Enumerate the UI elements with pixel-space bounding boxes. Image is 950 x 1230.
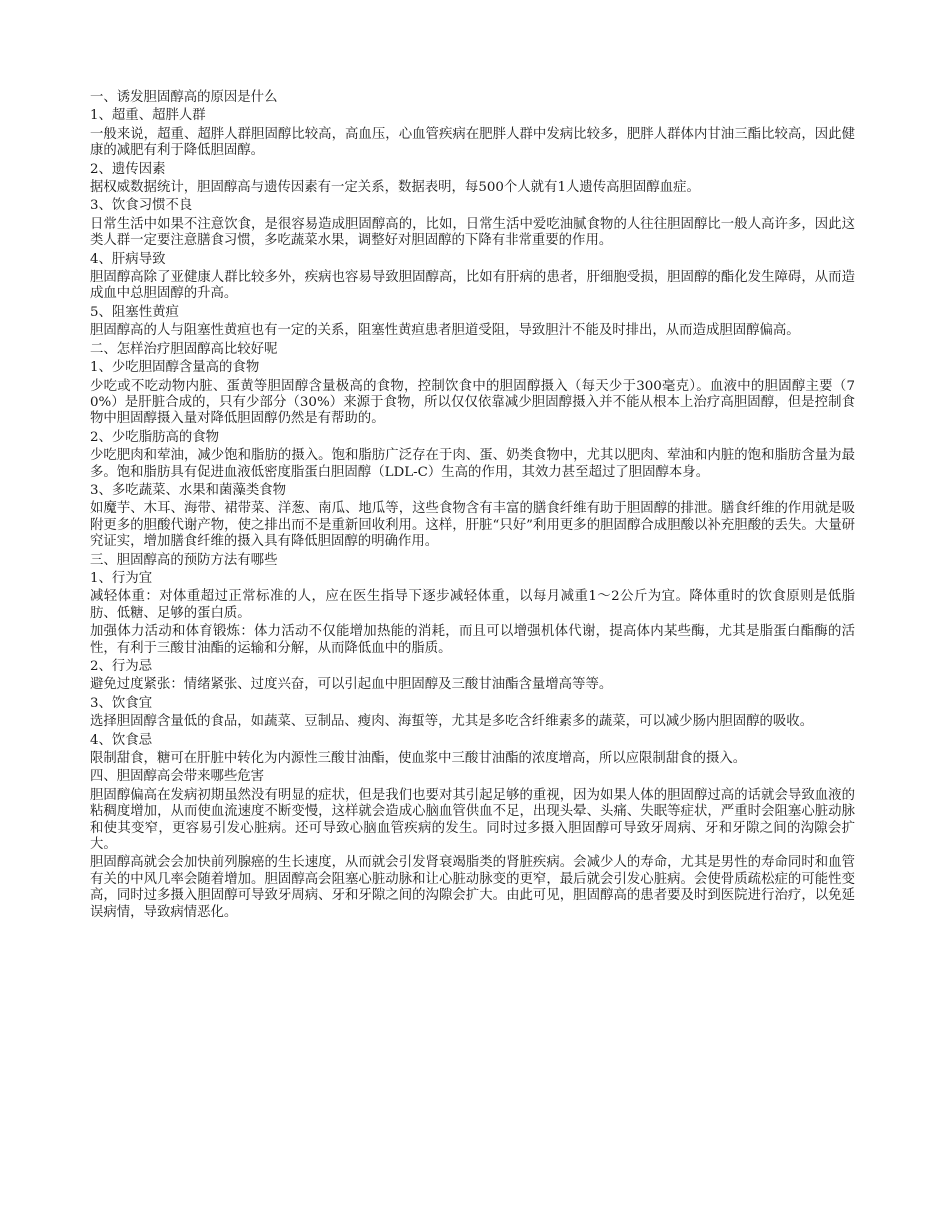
paragraph-1-3: 日常生活中如果不注意饮食，是很容易造成胆固醇高的，比如，日常生活中爱吃油腻食物的人往往胆固醇比一般人高许多，因此这类人群一定要注意膳食习惯，多吃蔬菜水果，调整好对胆固醇的下降有非常重要的作用。	[90, 216, 855, 249]
paragraph-3-3: 选择胆固醇含量低的食品，如蔬菜、豆制品、瘦肉、海蜇等，尤其是多吃含纤维素多的蔬菜，可以减少肠内胆固醇的吸收。	[90, 714, 814, 730]
paragraph-2-1: 少吃或不吃动物内脏、蛋黄等胆固醇含量极高的食物，控制饮食中的胆固醇摄入（每天少于300毫克）。血液中的胆固醇主要（70%）是肝脏合成的，只有少部分（30%）来源于食物，所以仅仅依靠减少胆固醇摄入并不能从根本上治疗高胆固醇，但是控制食物中胆固醇摄入量对降低胆固醇仍然是有帮助的。	[90, 378, 855, 427]
subheading-1-1: 1、超重、超胖人群	[90, 108, 206, 124]
paragraph-1-1: 一般来说，超重、超胖人群胆固醇比较高，高血压，心血管疾病在肥胖人群中发病比较多，肥胖人群体内甘油三酯比较高，因此健康的减肥有利于降低胆固醇。	[90, 126, 855, 159]
paragraph-3-1a: 减轻体重：对体重超过正常标准的人，应在医生指导下逐步减轻体重，以每月减重1～2公斤为宜。降体重时的饮食原则是低脂肪、低糖、足够的蛋白质。	[90, 589, 855, 621]
subheading-3-4: 4、饮食忌	[90, 732, 153, 748]
document-body	[90, 90, 855, 921]
subheading-1-5: 5、阻塞性黄疸	[90, 304, 179, 320]
section-4-title: 四、胆固醇高会带来哪些危害	[90, 769, 265, 785]
subheading-2-1: 1、少吃胆固醇含量高的食物	[90, 360, 260, 376]
paragraph-3-4: 限制甜食，糖可在肝脏中转化为内源性三酸甘油酯，使血浆中三酸甘油酯的浓度增高，所以应限制甜食的摄入。	[90, 751, 747, 767]
subheading-3-2: 2、行为忌	[90, 659, 153, 674]
subheading-1-3: 3、饮食习惯不良	[90, 198, 193, 214]
paragraph-2-2: 少吃肥肉和荤油，减少饱和脂肪的摄入。饱和脂肪广泛存在于肉、蛋、奶类食物中，尤其以肥肉、荤油和内脏的饱和脂肪含量为最多。饱和脂肪具有促进血液低密度脂蛋白胆固醇（LDL-C）生高的作用，其效力甚至超过了胆固醇本身。	[90, 448, 855, 480]
paragraph-2-3: 如魔芋、木耳、海带、裙带菜、洋葱、南瓜、地瓜等，这些食物含有丰富的膳食纤维有助于胆固醇的排泄。膳食纤维的作用就是吸附更多的胆酸代谢产物，使之排出而不是重新回收利用。这样，肝脏“只好”利用更多的胆固醇合成胆酸以补充胆酸的丢失。大量研究证实，增加膳食纤维的摄入具有降低胆固醇的明确作用。	[90, 501, 855, 550]
paragraph-3-2: 避免过度紧张：情绪紧张、过度兴奋，可以引起血中胆固醇及三酸甘油酯含量增高等等。	[90, 677, 613, 693]
subheading-2-3: 3、多吃蔬菜、水果和菌藻类食物	[90, 482, 286, 498]
section-2-title: 二、怎样治疗胆固醇高比较好呢	[90, 341, 278, 357]
subheading-3-1: 1、行为宜	[90, 570, 153, 586]
paragraph-1-5: 胆固醇高的人与阻塞性黄疸也有一定的关系，阻塞性黄疸患者胆道受阻，导致胆汁不能及时排出，从而造成胆固醇偏高。	[90, 323, 800, 339]
paragraph-4-2: 胆固醇高就会会加快前列腺癌的生长速度，从而就会引发肾衰竭脂类的肾脏疾病。会减少人的寿命，尤其是男性的寿命同时和血管有关的中风几率会随着增加。胆固醇高会阻塞心脏动脉和让心脏动脉变的更窄，最后就会引发心脏病。会使骨质疏松症的可能性变高，同时过多摄入胆固醇可导致牙周病、牙和牙隙之间的沟隙会扩大。由此可见，胆固醇高的患者要及时到医院进行治疗，以免延误病情，导致病情恶化。	[90, 855, 855, 920]
paragraph-1-2: 据权威数据统计，胆固醇高与遗传因素有一定关系，数据表明，每500个人就有1人遗传高胆固醇血症。	[90, 180, 700, 196]
subheading-2-2: 2、少吃脂肪高的食物	[90, 429, 220, 445]
subheading-1-4: 4、肝病导致	[90, 251, 166, 267]
subheading-1-2: 2、遗传因素	[90, 161, 166, 177]
subheading-3-3: 3、饮食宜	[90, 695, 153, 711]
paragraph-3-1b: 加强体力活动和体育锻炼：体力活动不仅能增加热能的消耗，而且可以增强机体代谢，提高体内某些酶，尤其是脂蛋白酯酶的活性，有利于三酸甘油酯的运输和分解，从而降低血中的脂质。	[90, 624, 855, 656]
paragraph-1-4: 胆固醇高除了亚健康人群比较多外，疾病也容易导致胆固醇高，比如有肝病的患者，肝细胞受损，胆固醇的酯化发生障碍，从而造成血中总胆固醇的升高。	[90, 270, 855, 302]
section-3-title: 三、胆固醇高的预防方法有哪些	[90, 552, 278, 568]
paragraph-4-1: 胆固醇偏高在发病初期虽然没有明显的症状，但是我们也要对其引起足够的重视，因为如果人体的胆固醇过高的话就会导致血液的粘稠度增加，从而使血流速度不断变慢，这样就会造成心脑血管供血不足，出现头晕、头痛、失眠等症状，严重时会阻塞心脏动脉和使其变窄，更容易引发心脏病。还可导致心脑血管疾病的发生。同时过多摄入胆固醇可导致牙周病、牙和牙隙之间的沟隙会扩大。	[90, 787, 855, 853]
section-1-title: 一、诱发胆固醇高的原因是什么	[90, 90, 278, 105]
